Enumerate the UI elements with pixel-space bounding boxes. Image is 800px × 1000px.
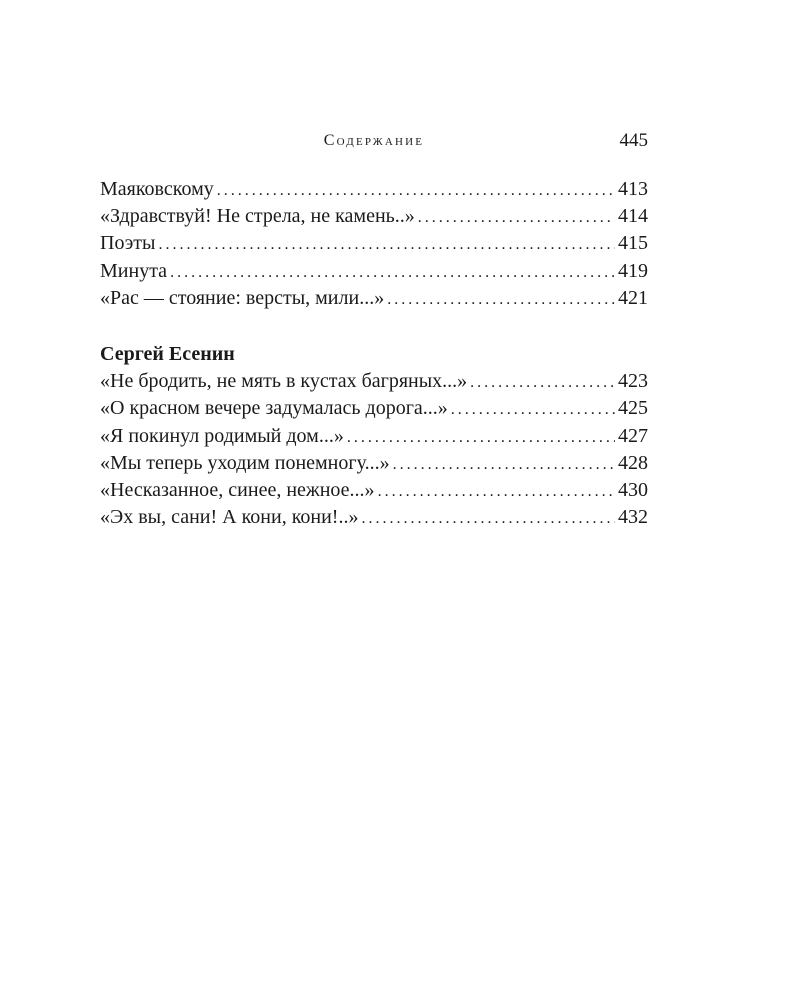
running-head — [100, 128, 648, 154]
toc-entry-page: 421 — [618, 286, 648, 309]
toc-entry — [100, 203, 648, 230]
dot-leader — [470, 369, 615, 396]
dot-leader — [158, 231, 615, 258]
dot-leader — [418, 204, 615, 231]
toc-entry-title: Маяковскому — [100, 178, 214, 200]
toc-entry — [100, 258, 648, 285]
toc-entry-title: Поэты — [100, 232, 156, 255]
toc-entry-page: 425 — [618, 397, 648, 420]
dot-leader — [378, 478, 615, 505]
toc-entry-title: «Я покинул родимый дом...» — [100, 424, 344, 447]
toc-entry-page: 415 — [618, 232, 648, 255]
toc-entry-page: 413 — [618, 178, 648, 200]
toc-entry-title: «Рас — стояние: версты, мили...» — [100, 286, 385, 309]
toc-entry-page: 419 — [618, 259, 648, 282]
toc-entry-page: 430 — [618, 478, 648, 501]
dot-leader — [170, 259, 615, 286]
toc-entry-page: 432 — [618, 506, 648, 529]
section-heading: Сергей Есенин — [100, 342, 235, 365]
toc-entry — [100, 176, 648, 203]
toc-entry-title: Минута — [100, 259, 168, 282]
dot-leader — [217, 177, 615, 204]
table-of-contents — [100, 176, 648, 531]
toc-entry — [100, 477, 648, 504]
toc-entry-page: 427 — [618, 424, 648, 447]
toc-entry-page: 423 — [618, 370, 648, 393]
toc-entry — [100, 395, 648, 422]
toc-entry — [100, 230, 648, 257]
toc-entry — [100, 285, 648, 312]
toc-entry — [100, 450, 648, 477]
toc-entry-page: 414 — [618, 205, 648, 228]
dot-leader — [361, 505, 615, 532]
dot-leader — [451, 396, 615, 423]
running-title: Содержание — [323, 132, 425, 149]
toc-entry — [100, 368, 648, 395]
dot-leader — [393, 451, 615, 478]
toc-entry — [100, 423, 648, 450]
dot-leader — [387, 286, 615, 313]
toc-entry — [100, 504, 648, 531]
toc-entry-title: «Здравствуй! Не стрела, не камень..» — [100, 205, 415, 228]
page-number: 445 — [619, 130, 648, 151]
toc-entry-title: «Эх вы, сани! А кони, кони!..» — [100, 506, 359, 529]
toc-entry-title: «Несказанное, синее, нежное...» — [100, 478, 375, 501]
dot-leader — [347, 424, 615, 451]
toc-entry-title: «Мы теперь уходим понемногу...» — [100, 451, 390, 474]
toc-entry-title: «О красном вечере задумалась дорога...» — [100, 397, 448, 420]
toc-entry-page: 428 — [618, 451, 648, 474]
toc-entry-title: «Не бродить, не мять в кустах багряных...» — [100, 370, 468, 393]
